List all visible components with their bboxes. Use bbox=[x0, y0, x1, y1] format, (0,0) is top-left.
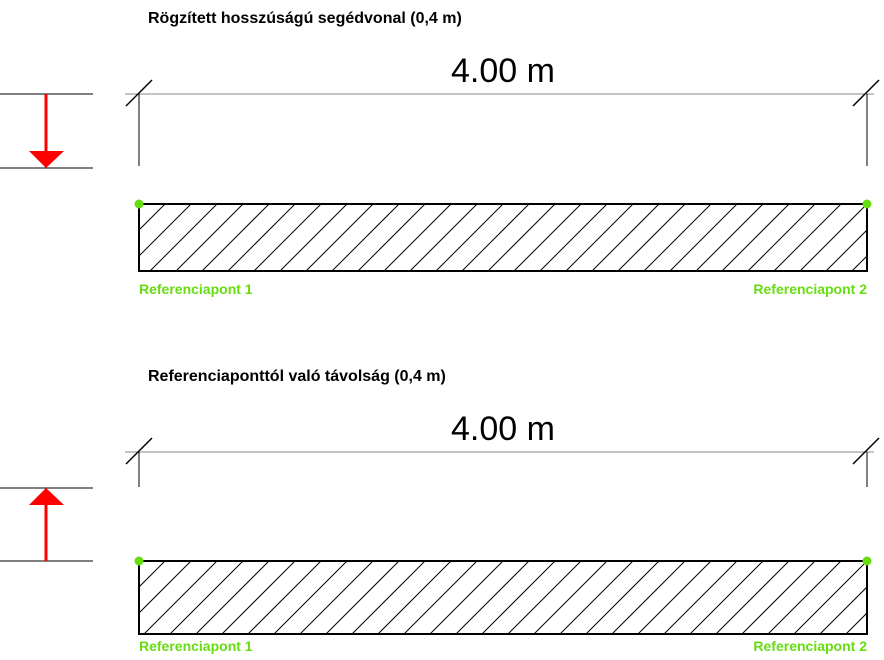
hatch-line bbox=[150, 204, 217, 271]
hatch-line bbox=[202, 204, 269, 271]
hatch-pattern bbox=[66, 561, 884, 634]
hatch-line bbox=[514, 204, 581, 271]
hatch-line bbox=[592, 204, 659, 271]
hatch-line bbox=[846, 561, 884, 634]
hatch-line bbox=[254, 204, 321, 271]
hatch-line bbox=[872, 561, 884, 634]
hatch-line bbox=[826, 204, 884, 271]
reference-point-1 bbox=[135, 200, 144, 209]
hatch-line bbox=[722, 204, 789, 271]
hatch-line bbox=[176, 204, 243, 271]
hatch-line bbox=[228, 204, 295, 271]
hatch-line bbox=[774, 204, 841, 271]
hatch-line bbox=[488, 204, 555, 271]
hatch-line bbox=[618, 204, 685, 271]
hatch-line bbox=[566, 204, 633, 271]
element-outline bbox=[139, 561, 867, 634]
hatch-line bbox=[410, 204, 477, 271]
hatch-line bbox=[436, 204, 503, 271]
dimension-value: 4.00 m bbox=[451, 410, 555, 448]
dimension-tick-right bbox=[853, 80, 879, 106]
panel-fixed-length bbox=[0, 10, 884, 297]
hatch-line bbox=[748, 204, 815, 271]
hatch-line bbox=[696, 204, 763, 271]
hatch-line bbox=[98, 204, 165, 271]
reference-label-1: Referenciapont 1 bbox=[139, 638, 253, 654]
hatch-line bbox=[878, 204, 884, 271]
dimension-value: 4.00 m bbox=[451, 52, 555, 90]
reference-label-1: Referenciapont 1 bbox=[139, 281, 253, 297]
hatch-line bbox=[124, 204, 191, 271]
reference-label-2: Referenciapont 2 bbox=[753, 638, 867, 654]
hatch-line bbox=[670, 204, 737, 271]
arrow-up-icon bbox=[29, 488, 64, 505]
hatch-pattern bbox=[72, 204, 884, 271]
hatch-line bbox=[72, 204, 139, 271]
dimension-tick-right bbox=[853, 438, 879, 464]
hatch-line bbox=[462, 204, 529, 271]
hatch-line bbox=[306, 204, 373, 271]
offset-indicator bbox=[0, 94, 93, 168]
hatched-element bbox=[72, 204, 884, 271]
dimension-line bbox=[125, 80, 879, 166]
reference-label-2: Referenciapont 2 bbox=[753, 281, 867, 297]
panel-reference-distance bbox=[0, 368, 884, 654]
hatch-line bbox=[280, 204, 347, 271]
hatch-line bbox=[540, 204, 607, 271]
hatched-element bbox=[66, 561, 884, 634]
hatch-line bbox=[800, 204, 867, 271]
reference-point-2 bbox=[863, 200, 872, 209]
reference-point-1 bbox=[135, 557, 144, 566]
reference-point-2 bbox=[863, 557, 872, 566]
panel-title: Referenciaponttól való távolság (0,4 m) bbox=[148, 368, 446, 385]
hatch-line bbox=[66, 561, 139, 634]
hatch-line bbox=[332, 204, 399, 271]
hatch-line bbox=[644, 204, 711, 271]
hatch-line bbox=[358, 204, 425, 271]
offset-indicator bbox=[0, 488, 93, 561]
hatch-line bbox=[384, 204, 451, 271]
panel-title: Rögzített hosszúságú segédvonal (0,4 m) bbox=[148, 10, 462, 27]
arrow-down-icon bbox=[29, 151, 64, 168]
